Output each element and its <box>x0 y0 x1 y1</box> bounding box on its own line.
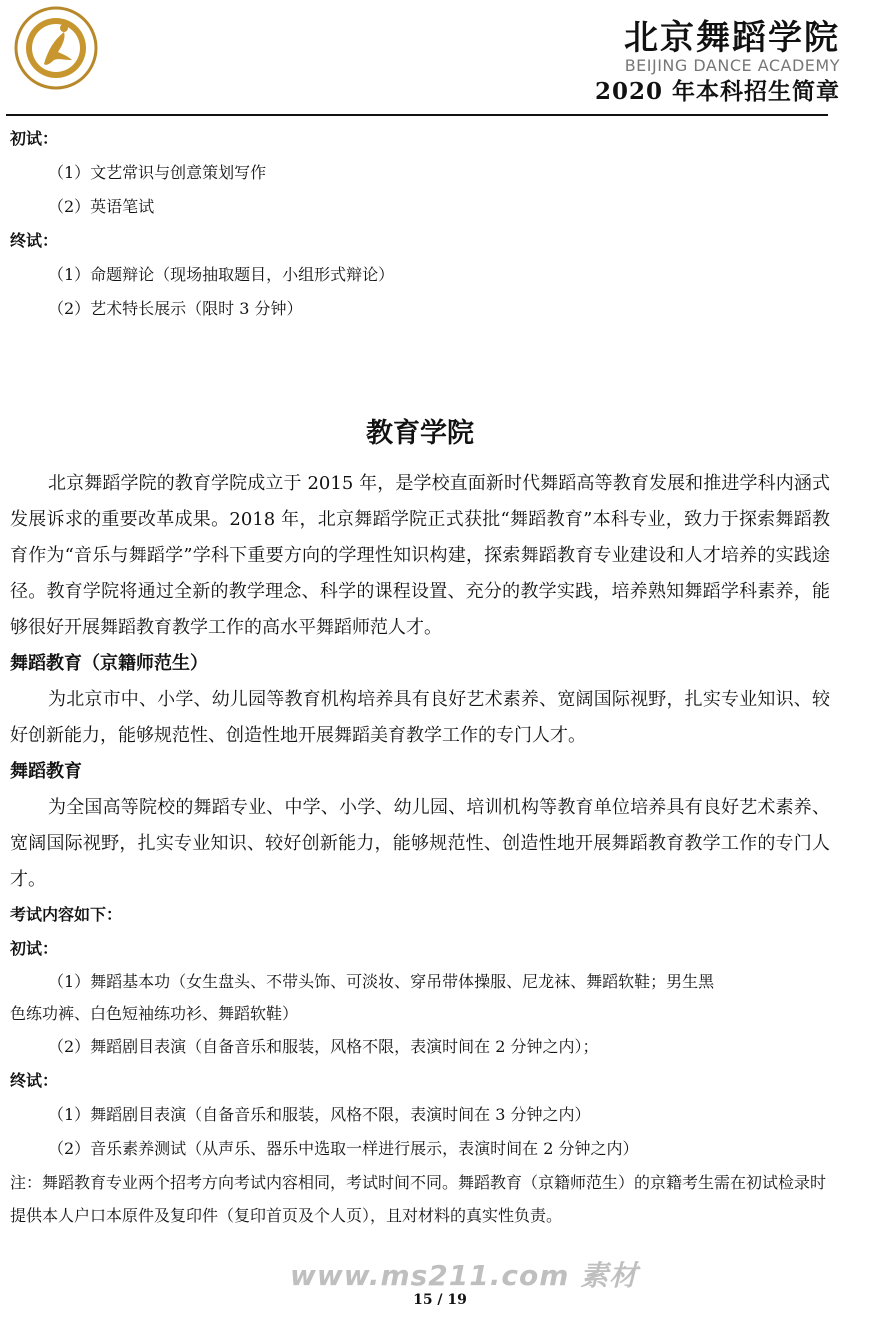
final-item: （2）音乐素养测试（从声乐、器乐中选取一样进行展示，表演时间在 2 分钟之内） <box>48 1139 639 1158</box>
prelim-item-line: （1）舞蹈基本功（女生盘头、不带头饰、可淡妆、穿吊带体操服、尼龙袜、舞蹈软鞋；男生黑 <box>48 972 715 991</box>
final-item: （2）艺术特长展示（限时 3 分钟） <box>48 299 303 318</box>
major1-title: 舞蹈教育（京籍师范生） <box>10 653 208 674</box>
section-intro: 北京舞蹈学院的教育学院成立于 2015 年，是学校直面新时代舞蹈高等教育发展和推进学科内涵式发展诉求的重要改革成果。2018 年，北京舞蹈学院正式获批“舞蹈教育”本科专业，致力于探索舞蹈教育作为“音乐与舞蹈学”学科下重要方向的学理性知识构建，探索舞蹈教育专业建设和人才培养的实践途径。教育学院将通过全新的教学理念、科学的课程设置、充分的教学实践，培养熟知舞蹈学科素养，能够很好开展舞蹈教育教学工作的高水平舞蹈师范人才。 <box>10 473 830 638</box>
major2-title: 舞蹈教育 <box>10 761 82 782</box>
prelim-item <box>10 966 830 1030</box>
header-title-block <box>595 18 840 108</box>
page-number: 15 / 19 <box>413 1292 467 1308</box>
exam-note: 注：舞蹈教育专业两个招考方向考试内容相同，考试时间不同。舞蹈教育（京籍师范生）的京籍考生需在初试检录时提供本人户口本原件及复印件（复印首页及个人页），且对材料的真实性负责。 <box>10 1173 827 1225</box>
school-name-en: BEIJING DANCE ACADEMY <box>624 56 840 75</box>
header-divider <box>6 114 828 116</box>
spacer <box>10 326 830 414</box>
prelim-item: （2）英语笔试 <box>48 197 155 216</box>
final-label: 终试： <box>10 231 59 250</box>
final-item: （1）命题辩论（现场抽取题目，小组形式辩论） <box>48 265 395 284</box>
section-title: 教育学院 <box>366 418 474 449</box>
watermark: www.ms211.com 素材 <box>290 1259 639 1292</box>
prelim-item: （1）文艺常识与创意策划写作 <box>48 163 267 182</box>
brochure-title: 2020 年本科招生简章 <box>594 78 840 105</box>
major1-description: 为北京市中、小学、幼儿园等教育机构培养具有良好艺术素养、宽阔国际视野，扎实专业知识、较好创新能力，能够规范性、创造性地开展舞蹈美育教学工作的专门人才。 <box>10 689 830 746</box>
final-item: （1）舞蹈剧目表演（自备音乐和服装，风格不限，表演时间在 3 分钟之内） <box>48 1105 591 1124</box>
final-label: 终试： <box>10 1071 59 1090</box>
prelim-item-line: 色练功裤、白色短袖练功衫、舞蹈软鞋） <box>10 1004 299 1023</box>
prelim-label: 初试： <box>10 129 59 148</box>
prelim-item: （2）舞蹈剧目表演（自备音乐和服装，风格不限，表演时间在 2 分钟之内）； <box>48 1037 599 1056</box>
page-header <box>0 0 880 118</box>
academy-logo <box>14 6 98 90</box>
major2-description: 为全国高等院校的舞蹈专业、中学、小学、幼儿园、培训机构等教育单位培养具有良好艺术素养、宽阔国际视野，扎实专业知识、较好创新能力，能够规范性、创造性地开展舞蹈教育教学工作的专门人才。 <box>10 797 830 890</box>
prelim-label: 初试： <box>10 939 59 958</box>
spacer <box>10 454 830 466</box>
page-content <box>10 122 830 1232</box>
school-name-cn: 北京舞蹈学院 <box>624 18 840 58</box>
exam-content-label: 考试内容如下： <box>10 905 123 924</box>
